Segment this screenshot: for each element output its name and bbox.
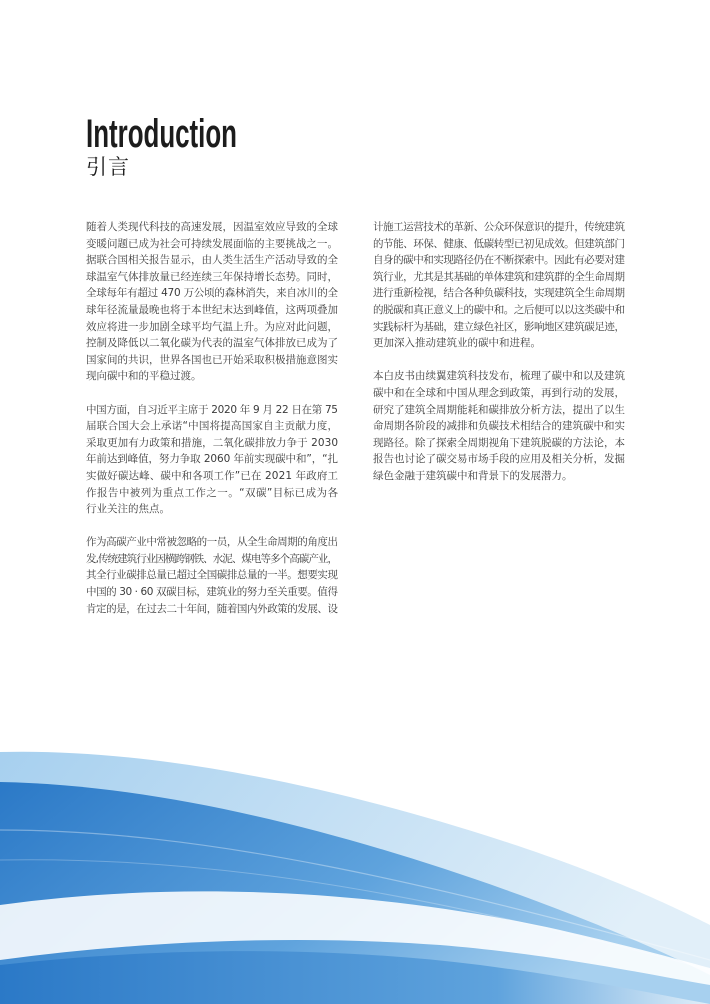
- title-block: [86, 114, 319, 180]
- text-line: 计施工运营技术的革新、公众环保意识的提升，传统建筑: [373, 221, 625, 233]
- text-line: 实践标杆为基础，建立绿色社区，影响地区建筑碳足迹，: [373, 320, 625, 333]
- page-title-chinese: 引言: [86, 155, 130, 179]
- paragraph: [86, 402, 338, 518]
- text-line: 其全行业碳排总量已超过全国碳排总量的一半。想要实现: [86, 569, 338, 582]
- text-line: 国家间的共识，世界各国也已开始采取积极措施意图实: [86, 353, 338, 366]
- text-line: 更加深入推动建筑业的碳中和进程。: [373, 337, 541, 350]
- text-line: 的脱碳和真正意义上的碳中和。之后便可以以这类碳中和: [373, 303, 625, 316]
- text-line: 据联合国相关报告显示，由人类生活生产活动导致的全: [86, 254, 338, 267]
- text-line: 筑行业，尤其是其基础的单体建筑和建筑群的全生命周期: [373, 270, 625, 283]
- text-line: 进行重新检视，结合各种负碳科技，实现建筑全生命周期: [373, 287, 625, 300]
- text-column-right: [373, 219, 625, 501]
- text-line: 效应将进一步加剧全球平均气温上升。为应对此问题，: [86, 320, 338, 333]
- page-title-english: Introduction: [86, 112, 237, 156]
- text-line: 球年径流量最晚也将于本世纪末达到峰值，这两项叠加: [86, 303, 338, 316]
- paragraph: [86, 534, 338, 617]
- text-line: 采取更加有力政策和措施，二氧化碳排放力争于 2030: [86, 436, 339, 449]
- text-line: 球温室气体排放量已经连续三年保持增长态势。同时，: [86, 270, 338, 283]
- text-line: 中国的 30 · 60 双碳目标，建筑业的努力至关重要。值得: [86, 586, 338, 599]
- paragraph: [373, 219, 625, 352]
- text-line: 发,传统建筑行业因横跨钢铁、水泥、煤电等多个高碳产业，: [86, 552, 338, 565]
- text-line: 现向碳中和的平稳过渡。: [86, 370, 202, 383]
- paragraph: [86, 219, 338, 385]
- text-line: 肯定的是，在过去二十年间，随着国内外政策的发展、设: [86, 602, 338, 615]
- text-line: 报告也讨论了碳交易市场手段的应用及相关分析，发掘: [373, 453, 625, 466]
- text-line: 绿色金融于建筑碳中和背景下的发展潜力。: [373, 469, 573, 482]
- text-line: 本白皮书由续翼建筑科技发布，梳理了碳中和以及建筑: [373, 370, 625, 383]
- text-line: 全球每年有超过 470 万公顷的森林消失，来自冰川的全: [86, 287, 338, 300]
- text-line: 中国方面，自习近平主席于 2020 年 9 月 22 日在第 75: [86, 403, 338, 416]
- text-line: 碳中和在全球和中国从理念到政策，再到行动的发展，: [373, 386, 625, 399]
- text-line: 的节能、环保、健康、低碳转型已初见成效。但建筑部门: [373, 237, 625, 250]
- text-line: 控制及降低以二氧化碳为代表的温室气体排放已成为了: [86, 337, 338, 350]
- text-line: 届联合国大会上承诺“中国将提高国家自主贡献力度，: [86, 420, 339, 433]
- text-line: 实做好碳达峰、碳中和各项工作”已在 2021 年政府工: [86, 469, 339, 482]
- text-line: 研究了建筑全周期能耗和碳排放分析方法，提出了以生: [373, 403, 625, 416]
- text-line: 作报告中被列为重点工作之一。“双碳”目标已成为各: [86, 486, 339, 499]
- text-line: 命周期各阶段的减排和负碳技术相结合的建筑碳中和实: [373, 420, 625, 433]
- text-line: 变暖问题已成为社会可持续发展面临的主要挑战之一。: [86, 237, 338, 250]
- text-line: 年前达到峰值，努力争取 2060 年前实现碳中和”，“扎: [86, 453, 338, 466]
- text-line: 现路径。除了探索全周期视角下建筑脱碳的方法论，本: [373, 436, 625, 449]
- text-line: 行业关注的焦点。: [86, 503, 170, 516]
- decorative-wave: [0, 734, 710, 1004]
- paragraph: [373, 368, 625, 484]
- text-column-left: [86, 219, 338, 634]
- text-line: 随着人类现代科技的高速发展，因温室效应导致的全球: [86, 221, 338, 233]
- text-line: 作为高碳产业中常被忽略的一员，从全生命周期的角度出: [86, 536, 338, 549]
- text-line: 自身的碳中和实现路径仍在不断探索中。因此有必要对建: [373, 254, 625, 267]
